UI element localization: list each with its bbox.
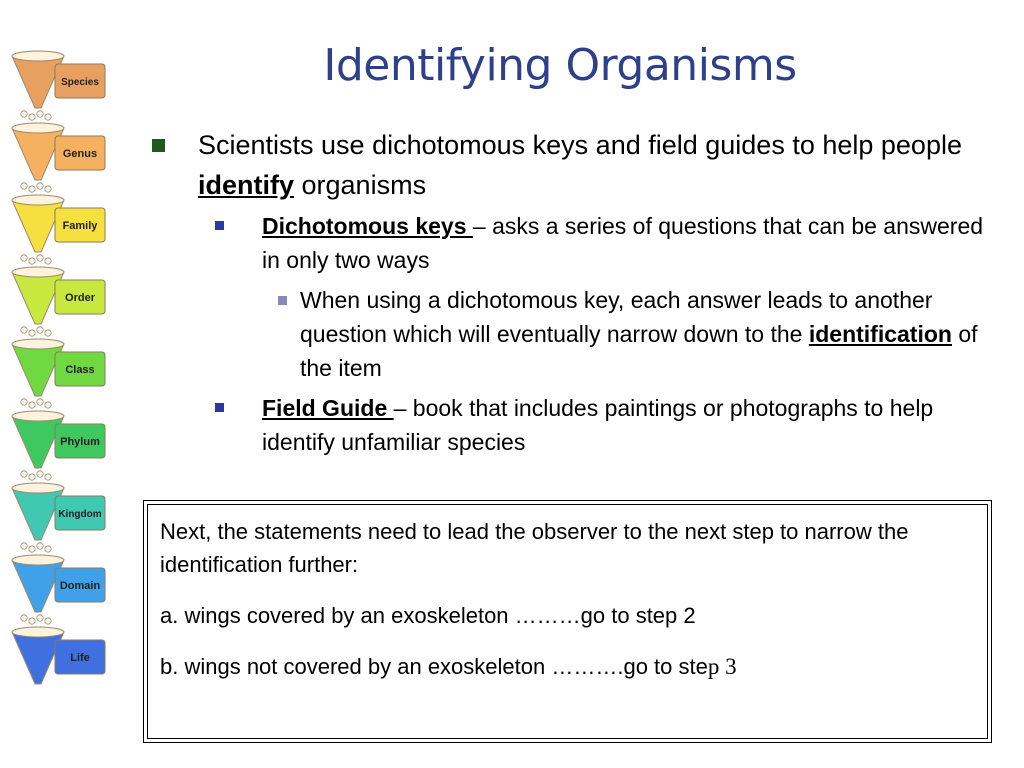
bullet-dichotomous-keys: Dichotomous keys – asks a series of questions that can be answered in only two ways: [145, 209, 1005, 277]
organism-dot-icon: [21, 471, 27, 477]
organism-dot-icon: [29, 330, 35, 336]
taxonomy-label-text: Phylum: [60, 436, 100, 448]
organism-dot-icon: [29, 258, 35, 264]
taxonomy-level-species: [12, 51, 105, 120]
taxonomy-level-genus: [12, 123, 105, 192]
taxonomy-label-text: Kingdom: [58, 509, 102, 520]
organism-dot-icon: [45, 330, 51, 336]
funnel-rim-icon: [12, 411, 64, 421]
taxonomy-level-kingdom: [12, 483, 105, 552]
taxonomy-label-text: Domain: [59, 580, 101, 592]
slide-title: Identifying Organisms: [323, 40, 797, 91]
taxonomy-level-order: [12, 267, 105, 336]
organism-dot-icon: [29, 474, 35, 480]
square-bullet-icon: [152, 139, 165, 152]
box-option-a: a. wings covered by an exoskeleton ………go to step 2: [160, 603, 696, 628]
example-box: [143, 500, 992, 743]
organism-dot-icon: [37, 111, 43, 117]
organism-dot-icon: [21, 183, 27, 189]
funnel-rim-icon: [12, 51, 64, 61]
organism-dot-icon: [37, 615, 43, 621]
organism-dot-icon: [21, 111, 27, 117]
organism-dot-icon: [37, 327, 43, 333]
bullet-dichotomous-sub: When using a dichotomous key, each answer leads to another question which will eventually narrow down to the identification of the item: [145, 283, 1005, 385]
taxonomy-level-class: [12, 339, 105, 408]
funnel-rim-icon: [12, 123, 64, 133]
dichotomous-keys-term: Dichotomous keys: [262, 213, 473, 239]
organism-dot-icon: [21, 615, 27, 621]
organism-dot-icon: [21, 255, 27, 261]
organism-dot-icon: [45, 546, 51, 552]
organism-dot-icon: [45, 618, 51, 624]
square-bullet-icon: [215, 221, 224, 230]
organism-dot-icon: [21, 399, 27, 405]
taxonomy-level-family: [12, 195, 105, 264]
funnel-rim-icon: [12, 267, 64, 277]
funnel-rim-icon: [12, 195, 64, 205]
funnel-rim-icon: [12, 627, 64, 637]
box-option-b: b. wings not covered by an exoskeleton ……….go to step 3: [160, 654, 737, 679]
organism-dot-icon: [45, 402, 51, 408]
organism-dot-icon: [45, 186, 51, 192]
field-guide-term: Field Guide: [262, 395, 394, 421]
organism-dot-icon: [45, 258, 51, 264]
taxonomy-funnel-illustration: [8, 42, 113, 742]
funnel-rim-icon: [12, 483, 64, 493]
organism-dot-icon: [29, 114, 35, 120]
organism-dot-icon: [37, 543, 43, 549]
organism-dot-icon: [45, 114, 51, 120]
organism-dot-icon: [37, 471, 43, 477]
identify-emphasis: identify: [198, 170, 295, 200]
identification-emphasis: identification: [808, 321, 952, 347]
taxonomy-label-text: Order: [65, 292, 95, 304]
taxonomy-label-text: Class: [65, 364, 95, 376]
funnel-rim-icon: [12, 339, 64, 349]
organism-dot-icon: [29, 618, 35, 624]
taxonomy-label-text: Family: [62, 220, 98, 232]
funnel-rim-icon: [12, 555, 64, 565]
organism-dot-icon: [37, 399, 43, 405]
taxonomy-level-domain: [12, 555, 105, 624]
bullet-list: [145, 125, 1005, 465]
organism-dot-icon: [37, 255, 43, 261]
taxonomy-label-text: Genus: [62, 148, 98, 160]
box-intro: Next, the statements need to lead the observer to the next step to narrow the identification further:: [160, 519, 909, 577]
organism-dot-icon: [21, 327, 27, 333]
taxonomy-label-text: Life: [70, 652, 90, 664]
organism-dot-icon: [45, 474, 51, 480]
square-bullet-icon: [278, 296, 287, 305]
taxonomy-level-life: [12, 627, 105, 684]
organism-dot-icon: [37, 183, 43, 189]
taxonomy-level-phylum: [12, 411, 105, 480]
taxonomy-label-text: Species: [61, 77, 99, 88]
organism-dot-icon: [29, 402, 35, 408]
square-bullet-icon: [215, 403, 224, 412]
organism-dot-icon: [21, 543, 27, 549]
organism-dot-icon: [29, 186, 35, 192]
organism-dot-icon: [29, 546, 35, 552]
bullet-field-guide: Field Guide – book that includes paintings or photographs to help identify unfamiliar species: [145, 391, 1005, 459]
bullet-main: Scientists use dichotomous keys and field guides to help people identify organisms: [145, 125, 1005, 205]
